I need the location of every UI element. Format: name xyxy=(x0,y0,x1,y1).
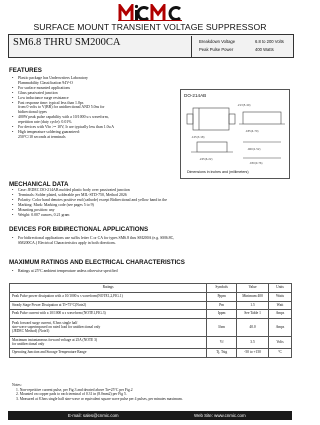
value-cell: -50 to +150 xyxy=(237,349,269,358)
peak-pulse-power-label: Peak Pulse Power xyxy=(199,47,234,52)
mechanical-item: • Weight: 0.007 ounces, 0.21 gram xyxy=(12,213,292,218)
svg-text:.125(3.18): .125(3.18) xyxy=(191,136,205,139)
symbol-cell: Vf xyxy=(207,337,237,349)
value-cell: 40.0 xyxy=(237,319,269,337)
breakdown-voltage-label: Breakdown Voltage xyxy=(199,39,236,44)
value-cell: See Table 1 xyxy=(237,310,269,319)
symbol-cell: Ifsm xyxy=(207,319,237,337)
peak-pulse-power-value: 400 Watts xyxy=(255,47,274,52)
unit-cell: Volts xyxy=(269,337,292,349)
symbol-cell: Pppm xyxy=(207,292,237,301)
symbol-cell: Pm xyxy=(207,301,237,310)
bidirectional-text xyxy=(12,236,292,246)
ratings-heading: MAXIMUM RATINGS AND ELECTRICAL CHARACTERISTICS xyxy=(9,259,185,266)
feature-item: • Plastic package has Underwriters Laboratory xyxy=(12,76,164,81)
rating-cell: Operating Junction and Storage Temperature Range xyxy=(10,349,207,358)
mechanical-list xyxy=(12,188,292,217)
ratings-note-wrap xyxy=(12,269,292,274)
mechanical-item: • Mounting position: any xyxy=(12,208,292,213)
mechanical-item: • Polarity: Color band denotes positive end (cathode) except Bidirectional and yellow band in the xyxy=(12,198,292,203)
table-row xyxy=(10,349,292,358)
feature-item: • For devices with Vbr >= 10V, Ir are typically less than 1.0u A xyxy=(12,125,164,130)
part-title-box xyxy=(8,34,294,58)
rating-cell: Peak Pulse current with a 10/1000 u s waveform (NOTE1,FIG.3) xyxy=(10,310,207,319)
feature-item: • 400W peak pulse capability with a 10/1000 u s waveform, xyxy=(12,115,164,120)
unit-cell: °C xyxy=(269,349,292,358)
rating-cell: Steady Stage Power Dissipation at Tl=75°C(Note2) xyxy=(10,301,207,310)
title-divider xyxy=(191,36,192,57)
mechanical-item: • Marking: Mark: Marking code (see pages 5 to 9) xyxy=(12,203,292,208)
svg-text:.185(4.70): .185(4.70) xyxy=(245,130,259,133)
feature-item: Flammability Classification 94V-O xyxy=(18,80,73,85)
note-item: 3. Measured at 8.3ms single half sine-wave or equivalent square wave pulse per 4 pulses, per minutes maximum. xyxy=(16,396,183,401)
footer-website[interactable]: Web Site: www.cnmic.com xyxy=(194,413,246,418)
table-row xyxy=(10,337,292,349)
symbol-cell: Ippm xyxy=(207,310,237,319)
svg-text:.030(0.76): .030(0.76) xyxy=(249,162,263,165)
table-row xyxy=(10,292,292,301)
feature-item: • For surface mounted applications xyxy=(12,86,164,91)
bidirectional-line: • For bidirectional applications use suffix letter C or CA for types SM6.8 thru SM200A (e.g. SM6.8C, xyxy=(12,236,292,241)
feature-item: 250°C/10 seconds at terminals xyxy=(18,134,66,139)
ratings-note: • Ratings at 25°C ambient temperature unless otherwise specified xyxy=(12,269,292,274)
table-row xyxy=(10,301,292,310)
feature-item: • Fast response time: typical less than 1.0ps xyxy=(12,101,164,106)
rating-cell: Peak forward surge current, 8.3ms single half sine-wave superimposed on rated load for unidirectional only (JEDEC Method) (Note3) xyxy=(10,319,207,337)
feature-item: bidirectional types xyxy=(18,110,47,115)
mechanical-item: • Case: JEDEC DO-214AB molded plastic body over passivated junction xyxy=(12,188,292,193)
table-header-row xyxy=(10,284,292,293)
feature-item: • Low inductance surge resistance xyxy=(12,96,164,101)
rating-cell: Peak Pulse power dissipation with a 10/1000 u s waveform(NOTE1,2,FIG.1) xyxy=(10,292,207,301)
svg-text:.213(5.40): .213(5.40) xyxy=(237,104,251,107)
column-header: Value xyxy=(237,284,269,293)
value-cell: 3.5 xyxy=(237,337,269,349)
footer-bar xyxy=(8,411,292,420)
feature-item: from 0 volts to V(BR) for unidirectional AND 5.0ns for xyxy=(18,105,105,110)
note-item: 1. Non-repetitive current pulse, per Fig.3 and derated above Ta=25°C per Fig.2 xyxy=(16,387,133,392)
footer-email[interactable]: E-mail: sales@cnmic.com xyxy=(68,413,119,418)
feature-item: • High temperature soldering guaranteed: xyxy=(12,130,164,135)
note-item: 2. Mounted on copper pads to each terminal of 0.31 in (8.0mm2) per Fig 5. xyxy=(16,392,127,397)
bidirectional-heading: DEVICES FOR BIDIRECTIONAL APPLICATIONS xyxy=(9,226,149,233)
company-logo xyxy=(118,4,182,21)
mechanical-heading: MECHANICAL DATA xyxy=(9,181,69,188)
notes-section xyxy=(12,383,292,401)
breakdown-voltage-value: 6.8 to 200 Volts xyxy=(255,39,284,44)
feature-item: repetition rate (duty cycle): 0.01% xyxy=(18,120,72,125)
table-row xyxy=(10,319,292,337)
document-title: SURFACE MOUNT TRANSIENT VOLTAGE SUPPRESSOR xyxy=(33,22,267,32)
unit-cell: Amps xyxy=(269,310,292,319)
ratings-table xyxy=(9,283,292,358)
rating-cell: Maximum instantaneous forward voltage at 25A (NOTE 3) for unidirectional only xyxy=(10,337,207,349)
package-outline-icon xyxy=(185,102,287,168)
unit-cell: Watt xyxy=(269,301,292,310)
part-range: SM6.8 THRU SM200CA xyxy=(13,37,121,48)
bidirectional-line: SM200CA.) Electrical Characteristics apply in both directions. xyxy=(18,240,116,245)
mechanical-item: • Terminals: Solder plated, solderable per MIL-STD-750, Method 2026 xyxy=(12,193,292,198)
svg-text:.060(1.52): .060(1.52) xyxy=(247,148,261,151)
features-list xyxy=(12,76,164,140)
value-cell: 1.5 xyxy=(237,301,269,310)
dimension-note: Dimensions in inches and (millimeters) xyxy=(187,170,249,174)
svg-text:.245(6.22): .245(6.22) xyxy=(199,158,213,161)
symbol-cell: Tj, Tstg xyxy=(207,349,237,358)
column-header: Symbols xyxy=(207,284,237,293)
column-header: Units xyxy=(269,284,292,293)
notes-heading: Notes: xyxy=(12,383,22,387)
features-heading: FEATURES xyxy=(9,67,42,74)
package-drawing xyxy=(180,89,290,179)
table-row xyxy=(10,310,292,319)
column-header: Ratings xyxy=(10,284,207,293)
package-name: DO-214AB xyxy=(184,93,207,98)
value-cell: Minimum 400 xyxy=(237,292,269,301)
unit-cell: Amps xyxy=(269,319,292,337)
feature-item: • Glass passivated junction xyxy=(12,91,164,96)
unit-cell: Watts xyxy=(269,292,292,301)
